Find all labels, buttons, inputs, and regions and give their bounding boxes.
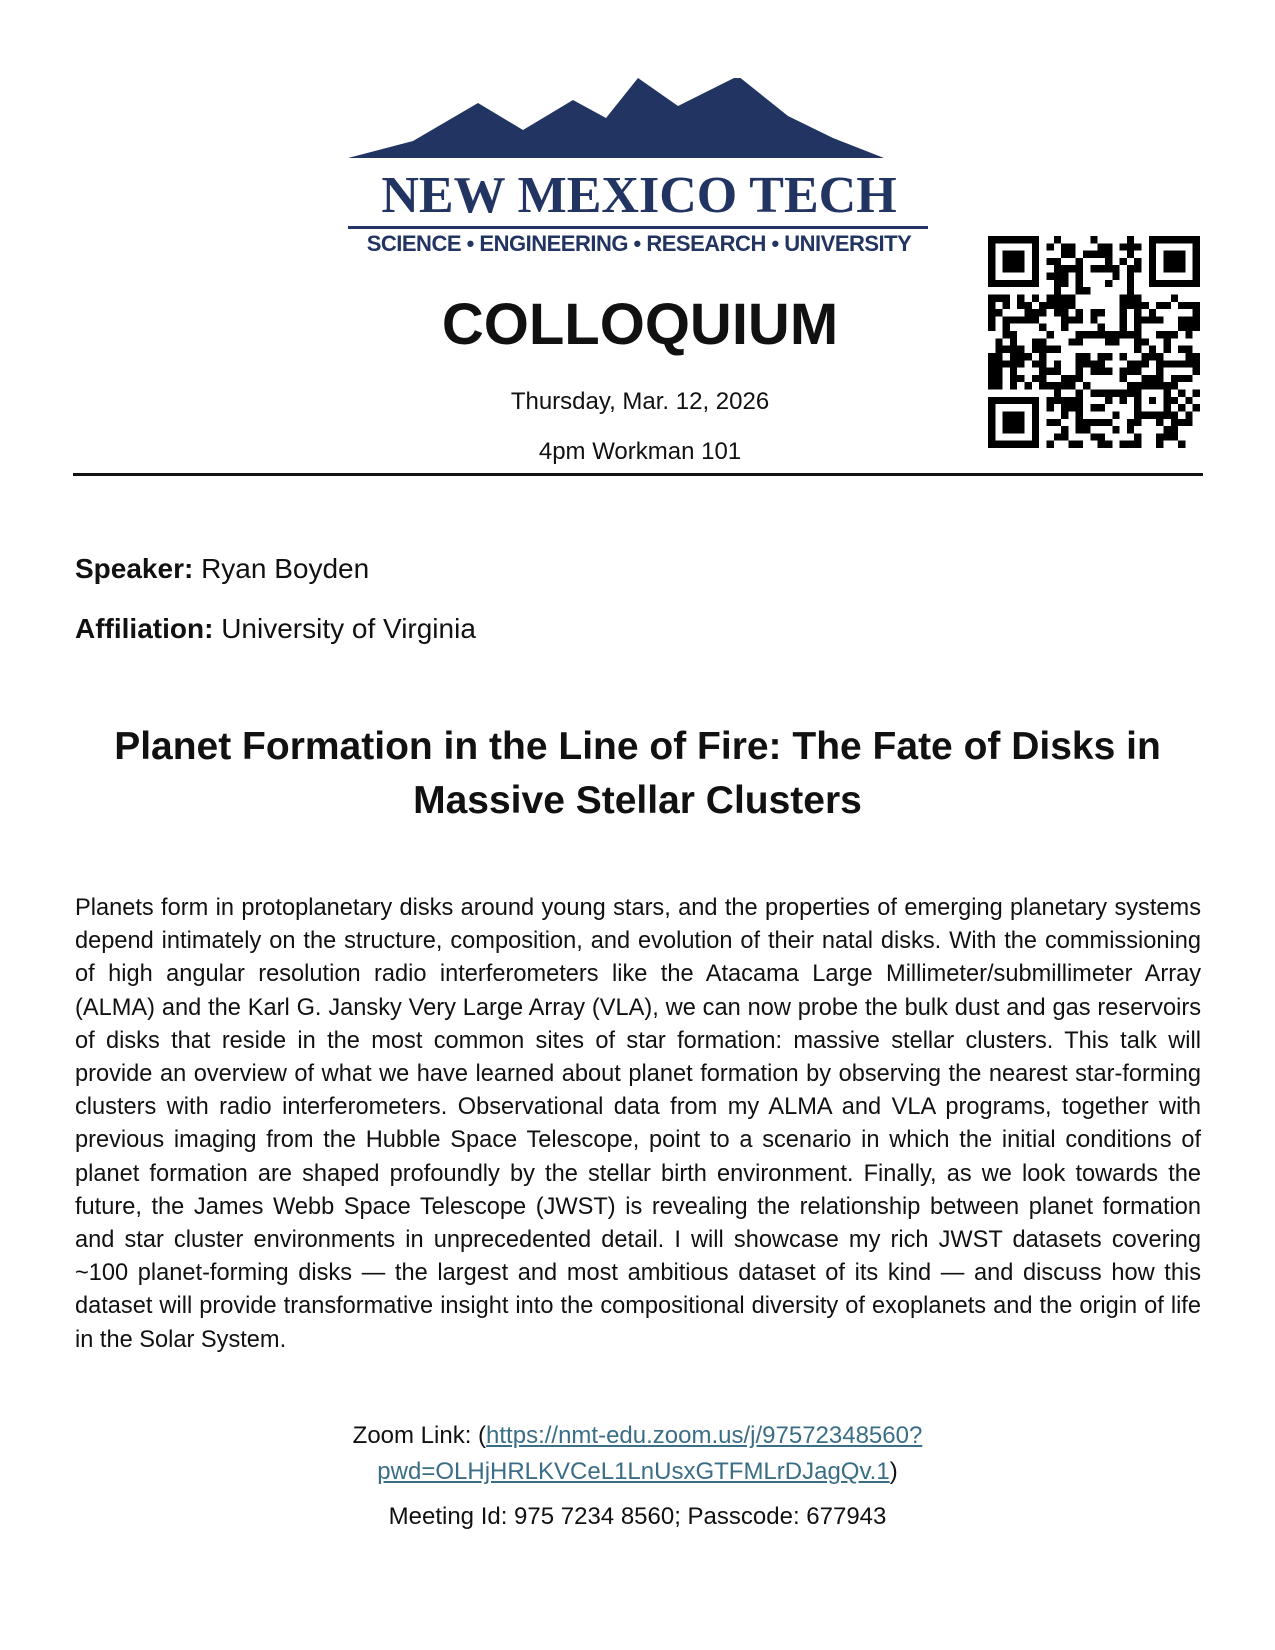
brand-tagline: SCIENCE • ENGINEERING • RESEARCH • UNIVERSITY <box>366 231 912 256</box>
zoom-label: Zoom Link: ( <box>352 1422 487 1449</box>
zoom-close: ) <box>889 1458 898 1485</box>
meeting-info: Meeting Id: 975 7234 8560; Passcode: 677943 <box>388 1503 887 1530</box>
talk-title: Planet Formation in the Line of Fire: The Fate of Disks in Massive Stellar Clusters <box>114 725 1161 822</box>
brand-name: NEW MEXICO TECH <box>381 167 897 224</box>
header-divider <box>73 473 1203 476</box>
zoom-line <box>100 1418 1175 1490</box>
speaker-label: Speaker: <box>75 553 194 584</box>
brand-divider <box>348 226 928 229</box>
speaker-line <box>75 552 369 586</box>
nmt-logo <box>348 78 930 258</box>
zoom-link[interactable]: https://nmt-edu.zoom.us/j/97572348560?pwd=OLHjHRLKVCeL1LnUsxGTFMLrDJagQv.1 <box>377 1422 923 1485</box>
affiliation-name: University of Virginia <box>221 613 476 644</box>
affiliation-label: Affiliation: <box>75 613 214 644</box>
event-date: Thursday, Mar. 12, 2026 <box>510 388 770 415</box>
talk-abstract: Planets form in protoplanetary disks around young stars, and the properties of emerging planetary systems depend intimately on the structure, composition, and evolution of their natal disks. With the commissioning of high angular resolution radio interferometers like the Atacama Large Millimeter/submillimeter Array (ALMA) and the Karl G. Jansky Very Large Array (VLA), we can now probe the bulk dust and gas reservoirs of disks that reside in the most common sites of star formation: massive stellar clusters. This talk will provide an overview of what we have learned about planet formation by observing the nearest star-forming clusters with radio interferometers. Observational data from my ALMA and VLA programs, together with previous imaging from the Hubble Space Telescope, point to a scenario in which the initial conditions of planet formation are shaped profoundly by the stellar birth environment. Finally, as we look towards the future, the James Webb Space Telescope (JWST) is revealing the relationship between planet formation and star cluster environments in unprecedented detail. I will showcase my rich JWST datasets covering ~100 planet-forming disks — the largest and most ambitious dataset of its kind — and discuss how this dataset will provide transformative insight into the compositional diversity of exoplanets and the origin of life in the Solar System. <box>75 895 1201 1353</box>
affiliation-line <box>75 612 476 646</box>
mountains-icon <box>348 78 930 170</box>
speaker-name: Ryan Boyden <box>201 553 370 584</box>
page-title: COLLOQUIUM <box>441 292 839 357</box>
qr-code-icon <box>988 236 1200 448</box>
event-time-location: 4pm Workman 101 <box>538 438 742 465</box>
